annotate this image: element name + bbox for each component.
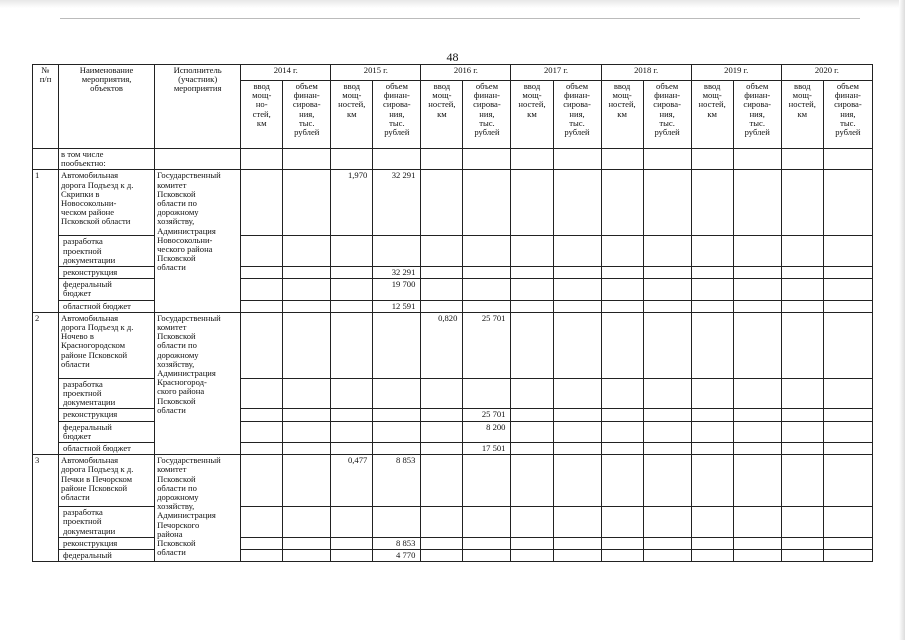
empty-cell bbox=[643, 170, 691, 236]
empty-cell bbox=[421, 455, 463, 507]
empty-cell bbox=[823, 443, 872, 455]
subhead-fin-2018: объем финан- сирова- ния, тыс. рублей bbox=[643, 81, 691, 149]
empty-cell bbox=[241, 312, 283, 378]
empty-cell bbox=[691, 455, 733, 507]
empty-cell bbox=[241, 300, 283, 312]
subitem-label: реконструкция bbox=[59, 409, 155, 421]
empty-cell bbox=[823, 312, 872, 378]
empty-cell bbox=[601, 550, 643, 562]
empty-cell bbox=[511, 409, 553, 421]
empty-cell bbox=[331, 507, 373, 538]
empty-cell bbox=[283, 267, 331, 279]
empty-cell bbox=[373, 312, 421, 378]
empty-cell bbox=[241, 550, 283, 562]
empty-cell bbox=[643, 421, 691, 442]
empty-cell bbox=[781, 455, 823, 507]
subitem-label: разработка проектной документации bbox=[59, 507, 155, 538]
empty-cell bbox=[241, 443, 283, 455]
subhead-input-2017: ввод мощ- ностей, км bbox=[511, 81, 553, 149]
empty-cell bbox=[421, 378, 463, 409]
empty-cell bbox=[601, 312, 643, 378]
empty-cell bbox=[601, 421, 643, 442]
empty-cell bbox=[511, 443, 553, 455]
empty-cell bbox=[733, 279, 781, 300]
empty-cell bbox=[823, 455, 872, 507]
empty-cell bbox=[823, 170, 872, 236]
object-row bbox=[33, 170, 873, 236]
empty-cell bbox=[463, 300, 511, 312]
empty-cell bbox=[643, 455, 691, 507]
empty-cell bbox=[643, 149, 691, 170]
empty-cell bbox=[781, 550, 823, 562]
empty-cell bbox=[463, 537, 511, 549]
empty-cell bbox=[601, 149, 643, 170]
empty-cell bbox=[823, 149, 872, 170]
empty-cell bbox=[781, 279, 823, 300]
subhead-fin-2016: объем финан- сирова- ния, тыс. рублей bbox=[463, 81, 511, 149]
empty-cell bbox=[733, 537, 781, 549]
object-financing: 8 853 bbox=[373, 455, 421, 507]
empty-cell bbox=[241, 267, 283, 279]
empty-cell bbox=[241, 455, 283, 507]
empty-cell bbox=[781, 236, 823, 267]
empty-cell bbox=[553, 312, 601, 378]
empty-cell bbox=[283, 149, 331, 170]
empty-cell bbox=[733, 267, 781, 279]
empty-cell bbox=[823, 279, 872, 300]
header-year-2015: 2015 г. bbox=[331, 65, 421, 81]
intro-label: в том числе пообъектно: bbox=[59, 149, 155, 170]
empty-cell bbox=[781, 409, 823, 421]
subhead-fin-2014: объем финан- сирова- ния, тыс. рублей bbox=[283, 81, 331, 149]
empty-cell bbox=[553, 149, 601, 170]
empty-cell bbox=[373, 236, 421, 267]
header-row-years bbox=[33, 65, 873, 81]
empty-cell bbox=[463, 279, 511, 300]
empty-cell bbox=[691, 421, 733, 442]
subitem-financing: 25 701 bbox=[463, 409, 511, 421]
program-table bbox=[32, 64, 873, 562]
object-num: 2 bbox=[33, 312, 59, 454]
header-name: Наименование мероприятия, объектов bbox=[59, 65, 155, 149]
subitem-label: федеральный бюджет bbox=[59, 421, 155, 442]
header-year-2019: 2019 г. bbox=[691, 65, 781, 81]
empty-cell bbox=[283, 279, 331, 300]
empty-cell bbox=[733, 149, 781, 170]
empty-cell bbox=[283, 443, 331, 455]
empty-cell bbox=[781, 312, 823, 378]
empty-cell bbox=[463, 267, 511, 279]
empty-cell bbox=[331, 421, 373, 442]
empty-cell bbox=[283, 409, 331, 421]
empty-cell bbox=[373, 421, 421, 442]
empty-cell bbox=[781, 443, 823, 455]
empty-cell bbox=[421, 550, 463, 562]
empty-cell bbox=[691, 507, 733, 538]
object-num: 1 bbox=[33, 170, 59, 312]
empty-cell bbox=[601, 507, 643, 538]
subitem-label: разработка проектной документации bbox=[59, 236, 155, 267]
empty-cell bbox=[511, 537, 553, 549]
scan-artifact-line bbox=[60, 18, 860, 19]
empty-cell bbox=[781, 267, 823, 279]
empty-cell bbox=[511, 455, 553, 507]
empty-cell bbox=[781, 507, 823, 538]
object-input-km: 0,820 bbox=[421, 312, 463, 378]
empty-cell bbox=[421, 149, 463, 170]
empty-cell bbox=[553, 236, 601, 267]
empty-cell bbox=[553, 409, 601, 421]
empty-cell bbox=[781, 149, 823, 170]
empty-cell bbox=[643, 378, 691, 409]
empty-cell bbox=[691, 149, 733, 170]
object-num: 3 bbox=[33, 455, 59, 562]
subitem-label: областной бюджет bbox=[59, 300, 155, 312]
empty-cell bbox=[553, 267, 601, 279]
object-executor: Государственный комитет Псковской области по дорожному хозяйству, Администрация Новосокольни- ческого района Псковской области bbox=[155, 170, 241, 312]
empty-cell bbox=[373, 378, 421, 409]
empty-cell bbox=[553, 443, 601, 455]
empty-cell bbox=[421, 279, 463, 300]
page-number: 48 bbox=[446, 50, 459, 64]
empty-cell bbox=[241, 236, 283, 267]
empty-cell bbox=[601, 300, 643, 312]
empty-cell bbox=[553, 378, 601, 409]
subitem-financing: 19 700 bbox=[373, 279, 421, 300]
subhead-input-2019: ввод мощ- ностей, км bbox=[691, 81, 733, 149]
empty-cell bbox=[511, 170, 553, 236]
empty-cell bbox=[331, 236, 373, 267]
object-name: Автомобильная дорога Подъезд к д. Ночево в Красногородском районе Псковской области bbox=[59, 312, 155, 378]
empty-cell bbox=[463, 378, 511, 409]
subhead-fin-2019: объем финан- сирова- ния, тыс. рублей bbox=[733, 81, 781, 149]
subhead-input-2018: ввод мощ- ностей, км bbox=[601, 81, 643, 149]
subitem-financing: 8 853 bbox=[373, 537, 421, 549]
object-name: Автомобильная дорога Подъезд к д. Скрипки в Новосокольни- ческом районе Псковской области bbox=[59, 170, 155, 236]
empty-cell bbox=[691, 170, 733, 236]
subitem-label: разработка проектной документации bbox=[59, 378, 155, 409]
subitem-financing: 17 501 bbox=[463, 443, 511, 455]
empty-cell bbox=[823, 421, 872, 442]
empty-cell bbox=[511, 378, 553, 409]
empty-cell bbox=[241, 149, 283, 170]
empty-cell bbox=[331, 149, 373, 170]
program-table-container bbox=[32, 64, 873, 562]
empty-cell bbox=[331, 279, 373, 300]
empty-cell bbox=[155, 149, 241, 170]
object-name: Автомобильная дорога Подъезд к д. Печки в Печорском районе Псковской области bbox=[59, 455, 155, 507]
empty-cell bbox=[823, 236, 872, 267]
subhead-input-2014: ввод мощ- но- стей, км bbox=[241, 81, 283, 149]
empty-cell bbox=[691, 537, 733, 549]
empty-cell bbox=[643, 409, 691, 421]
header-year-2018: 2018 г. bbox=[601, 65, 691, 81]
header-year-2017: 2017 г. bbox=[511, 65, 601, 81]
empty-cell bbox=[463, 149, 511, 170]
empty-cell bbox=[733, 312, 781, 378]
intro-row bbox=[33, 149, 873, 170]
scan-right-edge bbox=[899, 0, 905, 640]
empty-cell bbox=[421, 537, 463, 549]
empty-cell bbox=[781, 421, 823, 442]
subhead-input-2016: ввод мощ- ностей, км bbox=[421, 81, 463, 149]
header-year-2020: 2020 г. bbox=[781, 65, 872, 81]
empty-cell bbox=[331, 267, 373, 279]
empty-cell bbox=[241, 279, 283, 300]
empty-cell bbox=[823, 267, 872, 279]
subitem-label: областной бюджет bbox=[59, 443, 155, 455]
subitem-financing: 8 200 bbox=[463, 421, 511, 442]
empty-cell bbox=[421, 507, 463, 538]
subhead-input-2015: ввод мощ- ностей, км bbox=[331, 81, 373, 149]
empty-cell bbox=[283, 550, 331, 562]
subitem-financing: 12 591 bbox=[373, 300, 421, 312]
empty-cell bbox=[781, 170, 823, 236]
subitem-financing: 4 770 bbox=[373, 550, 421, 562]
header-year-2014: 2014 г. bbox=[241, 65, 331, 81]
empty-cell bbox=[823, 550, 872, 562]
empty-cell bbox=[241, 378, 283, 409]
object-input-km: 0,477 bbox=[331, 455, 373, 507]
empty-cell bbox=[463, 455, 511, 507]
object-financing: 25 701 bbox=[463, 312, 511, 378]
empty-cell bbox=[823, 409, 872, 421]
empty-cell bbox=[781, 378, 823, 409]
empty-cell bbox=[781, 300, 823, 312]
subitem-label: реконструкция bbox=[59, 267, 155, 279]
empty-cell bbox=[331, 409, 373, 421]
header-year-2016: 2016 г. bbox=[421, 65, 511, 81]
empty-cell bbox=[691, 312, 733, 378]
empty-cell bbox=[511, 300, 553, 312]
empty-cell bbox=[373, 507, 421, 538]
empty-cell bbox=[823, 507, 872, 538]
empty-cell bbox=[601, 170, 643, 236]
empty-cell bbox=[421, 409, 463, 421]
empty-cell bbox=[643, 267, 691, 279]
empty-cell bbox=[421, 267, 463, 279]
empty-cell bbox=[283, 537, 331, 549]
empty-cell bbox=[643, 312, 691, 378]
empty-cell bbox=[331, 378, 373, 409]
empty-cell bbox=[373, 409, 421, 421]
empty-cell bbox=[511, 550, 553, 562]
empty-cell bbox=[643, 279, 691, 300]
empty-cell bbox=[733, 409, 781, 421]
empty-cell bbox=[643, 443, 691, 455]
empty-cell bbox=[373, 443, 421, 455]
empty-cell bbox=[511, 236, 553, 267]
empty-cell bbox=[373, 149, 421, 170]
subitem-label: федеральный бюджет bbox=[59, 279, 155, 300]
empty-cell bbox=[553, 170, 601, 236]
empty-cell bbox=[601, 455, 643, 507]
empty-cell bbox=[733, 443, 781, 455]
empty-cell bbox=[823, 378, 872, 409]
empty-cell bbox=[643, 507, 691, 538]
empty-cell bbox=[421, 421, 463, 442]
empty-cell bbox=[553, 550, 601, 562]
empty-cell bbox=[601, 537, 643, 549]
empty-cell bbox=[331, 300, 373, 312]
empty-cell bbox=[733, 550, 781, 562]
empty-cell bbox=[283, 312, 331, 378]
empty-cell bbox=[691, 550, 733, 562]
empty-cell bbox=[601, 236, 643, 267]
empty-cell bbox=[241, 537, 283, 549]
empty-cell bbox=[733, 378, 781, 409]
empty-cell bbox=[283, 507, 331, 538]
scan-top-edge bbox=[0, 0, 905, 8]
empty-cell bbox=[823, 300, 872, 312]
empty-cell bbox=[283, 421, 331, 442]
empty-cell bbox=[733, 170, 781, 236]
empty-cell bbox=[553, 507, 601, 538]
empty-cell bbox=[643, 300, 691, 312]
empty-cell bbox=[511, 149, 553, 170]
header-num: № п/п bbox=[33, 65, 59, 149]
subhead-fin-2015: объем финан- сирова- ния, тыс. рублей bbox=[373, 81, 421, 149]
empty-cell bbox=[331, 443, 373, 455]
empty-cell bbox=[643, 236, 691, 267]
object-input-km: 1,970 bbox=[331, 170, 373, 236]
empty-cell bbox=[511, 421, 553, 442]
empty-cell bbox=[511, 507, 553, 538]
empty-cell bbox=[511, 267, 553, 279]
empty-cell bbox=[421, 443, 463, 455]
empty-cell bbox=[601, 267, 643, 279]
empty-cell bbox=[511, 312, 553, 378]
object-financing: 32 291 bbox=[373, 170, 421, 236]
empty-cell bbox=[691, 236, 733, 267]
empty-cell bbox=[781, 537, 823, 549]
table-body bbox=[33, 149, 873, 562]
header-executor: Исполнитель (участник) мероприятия bbox=[155, 65, 241, 149]
empty-cell bbox=[241, 409, 283, 421]
empty-cell bbox=[553, 537, 601, 549]
empty-cell bbox=[691, 267, 733, 279]
object-row bbox=[33, 455, 873, 507]
empty-cell bbox=[241, 170, 283, 236]
empty-cell bbox=[601, 443, 643, 455]
empty-cell bbox=[691, 409, 733, 421]
empty-cell bbox=[601, 409, 643, 421]
empty-cell bbox=[331, 537, 373, 549]
subitem-label: реконструкция bbox=[59, 537, 155, 549]
subhead-input-2020: ввод мощ- ностей, км bbox=[781, 81, 823, 149]
empty-cell bbox=[421, 170, 463, 236]
empty-cell bbox=[643, 550, 691, 562]
empty-cell bbox=[553, 421, 601, 442]
subitem-financing: 32 291 bbox=[373, 267, 421, 279]
empty-cell bbox=[421, 300, 463, 312]
empty-cell bbox=[421, 236, 463, 267]
object-executor: Государственный комитет Псковской области по дорожному хозяйству, Администрация Печорского района Псковской области bbox=[155, 455, 241, 562]
empty-cell bbox=[691, 443, 733, 455]
subitem-label: федеральный bbox=[59, 550, 155, 562]
empty-cell bbox=[283, 300, 331, 312]
empty-cell bbox=[241, 421, 283, 442]
empty-cell bbox=[733, 236, 781, 267]
empty-cell bbox=[553, 455, 601, 507]
empty-cell bbox=[691, 300, 733, 312]
object-executor: Государственный комитет Псковской области по дорожному хозяйству, Администрация Красногород- ского района Псковской области bbox=[155, 312, 241, 454]
empty-cell bbox=[283, 378, 331, 409]
empty-cell bbox=[283, 236, 331, 267]
empty-cell bbox=[463, 550, 511, 562]
empty-cell bbox=[733, 300, 781, 312]
empty-cell bbox=[511, 279, 553, 300]
object-row bbox=[33, 312, 873, 378]
empty-cell bbox=[331, 312, 373, 378]
empty-cell bbox=[733, 421, 781, 442]
empty-cell bbox=[241, 507, 283, 538]
empty-cell bbox=[643, 537, 691, 549]
empty-cell bbox=[691, 279, 733, 300]
empty-cell bbox=[553, 279, 601, 300]
empty-cell bbox=[553, 300, 601, 312]
empty-cell bbox=[283, 170, 331, 236]
empty-cell bbox=[733, 507, 781, 538]
empty-cell bbox=[463, 507, 511, 538]
empty-cell bbox=[463, 170, 511, 236]
empty-cell bbox=[823, 537, 872, 549]
empty-cell bbox=[463, 236, 511, 267]
empty-cell bbox=[733, 455, 781, 507]
empty-cell bbox=[601, 378, 643, 409]
empty-cell bbox=[33, 149, 59, 170]
subhead-fin-2020: объем финан- сирова- ния, тыс. рублей bbox=[823, 81, 872, 149]
empty-cell bbox=[691, 378, 733, 409]
subhead-fin-2017: объем финан- сирова- ния, тыс. рублей bbox=[553, 81, 601, 149]
empty-cell bbox=[601, 279, 643, 300]
empty-cell bbox=[331, 550, 373, 562]
empty-cell bbox=[283, 455, 331, 507]
